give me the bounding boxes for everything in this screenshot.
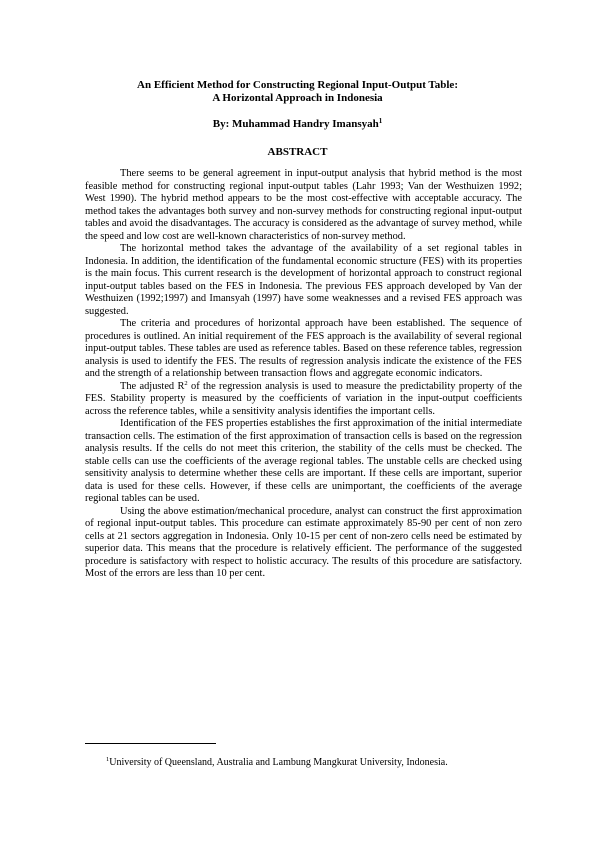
paper-title-line-1: An Efficient Method for Constructing Regional Input-Output Table: <box>137 79 458 91</box>
abstract-paragraph-3: The criteria and procedures of horizontal approach have been established. The sequence of procedures is outlined. An initial requirement of the FES approach is the availability of several regional input-output tables. These tables are used as reference tables. Based on these reference tables, regression analysis is used to identify the FES. The results of regression analysis indicate the existence of the FES and the strength of a relationship between transaction flows and aggregate economic indicators. <box>85 318 522 379</box>
paragraph-4-rest: of the regression analysis is used to measure the predictability property of the FES. Stability property is measured by the coefficients of variation in the input-output coefficients across the reference tables, while a sensitivity analysis identifies the important cells. <box>85 380 522 417</box>
abstract-paragraph-1: There seems to be general agreement in input-output analysis that hybrid method is the most feasible method for constructing regional input-output tables (Lahr 1993; Van der Westhuizen 1992; West 1990). The hybrid method appears to be the most cost-effective with acceptable accuracy. The method takes the advantages both survey and non-survey methods for constructing regional input-output tables and avoid the disadvantages. The accuracy is considered as the advantage of survey method, while the speed and low cost are well-known characteristics of non-survey method. <box>85 168 522 242</box>
author-line <box>0 118 595 130</box>
paper-title-line-2: A Horizontal Approach in Indonesia <box>212 92 383 104</box>
abstract-body <box>85 168 522 581</box>
r-squared-superscript: 2 <box>184 379 188 387</box>
footnote-text: University of Queensland, Australia and Lambung Mangkurat University, Indonesia. <box>109 757 448 768</box>
paragraph-4-start: The adjusted R <box>120 380 185 392</box>
abstract-paragraph-4 <box>85 381 522 419</box>
author-name: By: Muhammad Handry Imansyah <box>212 118 379 130</box>
author-footnote-mark: 1 <box>378 117 383 125</box>
abstract-paragraph-6: Using the above estimation/mechanical procedure, analyst can construct the first approximation of regional input-output tables. This procedure can estimate approximately 85-90 per cent of non zero cells at 21 sectors aggregation in Indonesia. Only 10-15 per cent of non-zero cells need be estimated by superior data. This means that the procedure is relatively efficient. The performance of the suggested procedure is satisfactory with respect to holistic accuracy. The results of this procedure are satisfactory. Most of the errors are less than 10 per cent. <box>85 505 522 579</box>
abstract-paragraph-5: Identification of the FES properties establishes the first approximation of the initial intermediate transaction cells. The estimation of the first approximation of transaction cells is based on the regression analysis results. If the cells do not meet this criterion, the stability of the cells must be checked. The stable cells can use the coefficients of the average regional tables. The unstable cells are checked using sensitivity analysis to determine whether these cells are important. If these cells are important, superior data is used for these cells. However, if these cells are unimportant, the coefficients of the average regional tables can be used. <box>85 418 522 504</box>
abstract-paragraph-2: The horizontal method takes the advantage of the availability of a set regional tables in Indonesia. In addition, the identification of the fundamental economic structure (FES) with its properties is the main focus. This current research is the development of horizontal approach to construct regional input-output tables based on the FES in Indonesia. The previous FES approach developed by Van der Westhuizen (1992;1997) and Imansyah (1997) have some weaknesses and a revised FES approach was suggested. <box>85 243 522 317</box>
abstract-heading: ABSTRACT <box>267 146 328 158</box>
footnote <box>106 757 448 768</box>
footnote-separator <box>85 743 216 744</box>
footnote-mark: 1 <box>106 756 110 763</box>
